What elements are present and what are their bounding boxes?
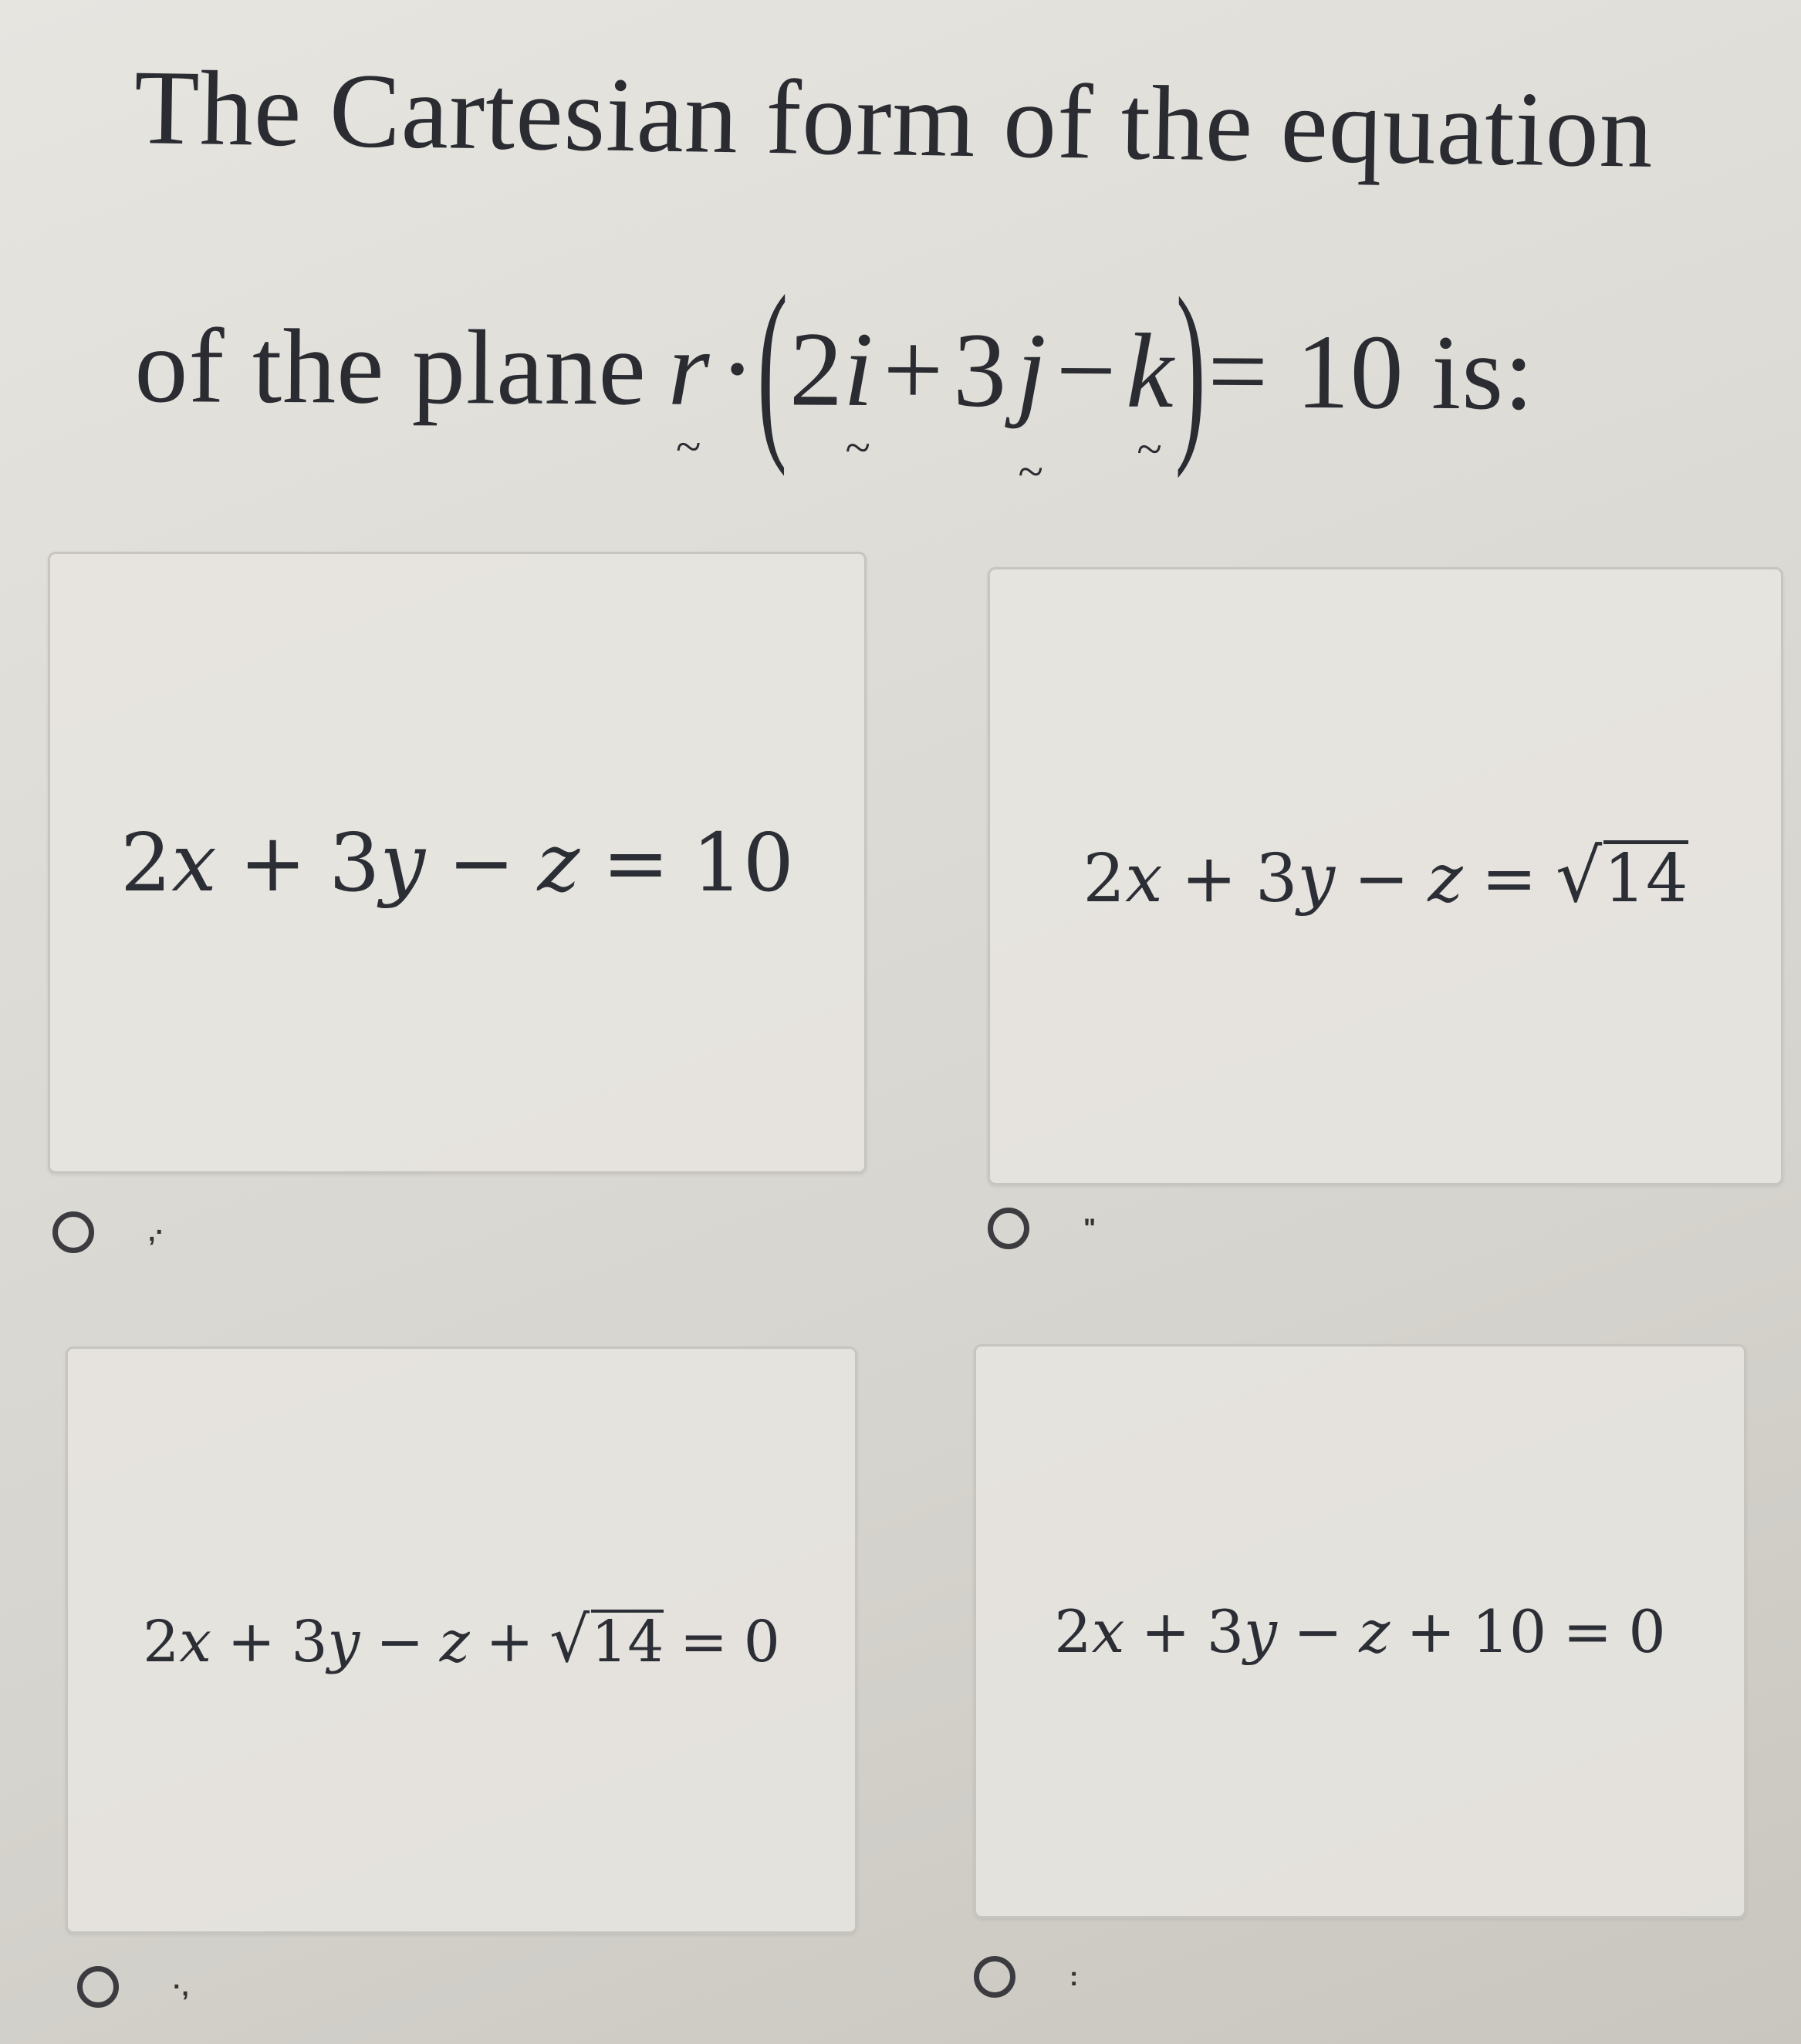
option-radio-row-1 (52, 1211, 164, 1253)
square-root: √ 14 (1555, 833, 1688, 919)
minus-operator: − (1056, 311, 1117, 430)
open-paren: ( (756, 255, 789, 478)
tilde-mark: ~ (1018, 445, 1045, 498)
dot-operator: · (719, 309, 756, 428)
option-radio-row-2 (988, 1208, 1096, 1249)
tilde-mark: ~ (675, 421, 702, 472)
coef-i: 2 (789, 309, 844, 428)
square-root: √ 14 (549, 1603, 664, 1677)
option-card-1[interactable] (48, 552, 867, 1174)
option-radio-2[interactable] (988, 1208, 1029, 1249)
question-line-2 (134, 255, 1535, 498)
vector-i: i ~ (843, 309, 874, 473)
question-prefix: of the plane (134, 306, 647, 427)
vector-k: k ~ (1126, 311, 1175, 475)
option-radio-4[interactable] (974, 1956, 1015, 1998)
coef-j: 3 (952, 310, 1008, 429)
option-equation-1: 2 x + 3 y − z = 10 (120, 816, 794, 910)
option-radio-3[interactable] (77, 1966, 119, 2008)
option-radio-row-4 (974, 1956, 1078, 1998)
option-card-4[interactable] (974, 1344, 1746, 1918)
option-radio-1[interactable] (52, 1211, 94, 1253)
option-equation-2: 2 x + 3 y − z = √ 14 (1083, 833, 1688, 919)
option-card-2[interactable] (988, 567, 1783, 1185)
tilde-mark: ~ (1137, 423, 1163, 475)
option-mark-4: : (1069, 1961, 1079, 1992)
option-card-3[interactable] (66, 1346, 857, 1934)
plus-operator: + (883, 310, 944, 429)
tilde-mark: ~ (845, 421, 872, 473)
option-mark-2: " (1083, 1213, 1096, 1243)
question-line-1: The Cartesian form of the equation (133, 48, 1655, 190)
option-equation-4: 2 x + 3 y − z + 10 = 0 (1054, 1596, 1666, 1666)
option-mark-3: ·, (173, 1971, 189, 2002)
option-radio-row-3 (77, 1966, 189, 2008)
option-equation-3: 2 x + 3 y − z + √ 14 = 0 (143, 1603, 780, 1677)
vector-r: r ~ (667, 309, 711, 472)
equals-rhs: = 10 is: (1207, 312, 1535, 432)
vector-j: j ~ (1015, 310, 1048, 498)
close-paren: ) (1175, 257, 1207, 480)
option-mark-1: ,· (148, 1217, 164, 1247)
